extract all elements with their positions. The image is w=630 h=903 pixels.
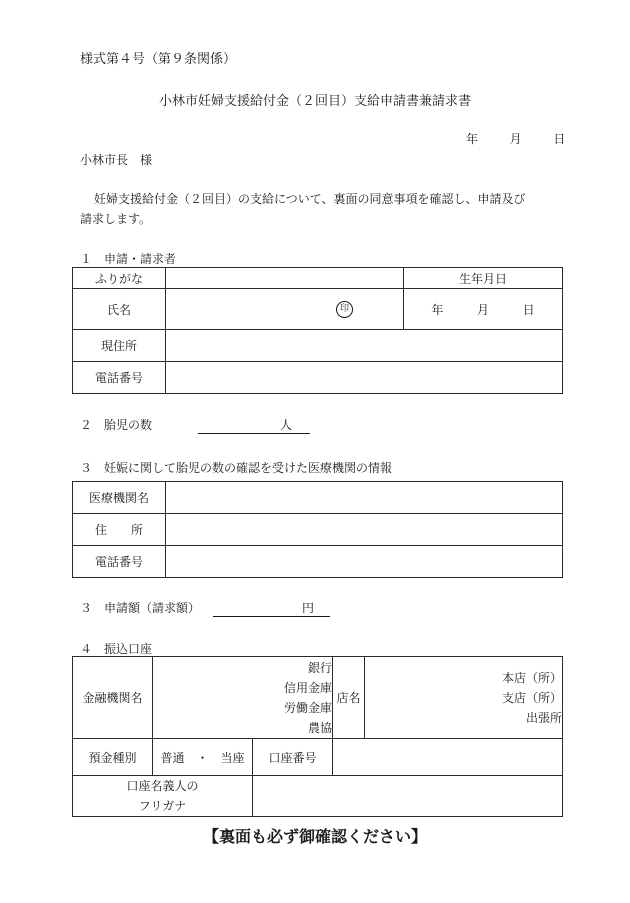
holder-kana-field[interactable] bbox=[253, 776, 563, 817]
holder-kana-label: 口座名義人の フリガナ bbox=[73, 776, 253, 817]
date-year: 年 bbox=[466, 132, 479, 146]
fetus-count-unit: 人 bbox=[279, 418, 292, 432]
branch-type-office: 出張所 bbox=[526, 710, 563, 725]
amount-unit: 円 bbox=[301, 601, 314, 615]
bank-type-shinkin: 信用金庫 bbox=[284, 680, 333, 695]
institution-phone-label: 電話番号 bbox=[73, 546, 166, 578]
bank-account-table bbox=[72, 656, 563, 817]
bank-type-nokyo: 農協 bbox=[308, 720, 333, 735]
intro-line-1: 妊婦支援給付金（２回目）の支給について、裏面の同意事項を確認し、申請及び bbox=[94, 192, 526, 206]
address-label: 現住所 bbox=[73, 330, 166, 362]
bank-type-rokin: 労働金庫 bbox=[284, 700, 333, 715]
document-title: 小林市妊婦支援給付金（２回目）支給申請書兼請求書 bbox=[158, 94, 471, 109]
intro-line-2: 請求します。 bbox=[80, 212, 152, 226]
furigana-field[interactable] bbox=[166, 268, 404, 289]
institution-name-field[interactable] bbox=[166, 482, 563, 514]
furigana-label: ふりがな bbox=[73, 268, 166, 289]
branch-field[interactable] bbox=[365, 657, 563, 739]
form-number: 様式第４号（第９条関係） bbox=[80, 52, 237, 67]
addressee: 小林市長 様 bbox=[80, 153, 153, 167]
account-number-field[interactable] bbox=[333, 739, 563, 776]
institution-name-label: 医療機関名 bbox=[73, 482, 166, 514]
financial-institution-field[interactable] bbox=[153, 657, 333, 739]
institution-address-label: 住 所 bbox=[73, 514, 166, 546]
address-field[interactable] bbox=[166, 330, 563, 362]
birthdate-label: 生年月日 bbox=[404, 268, 563, 289]
date-month: 月 bbox=[509, 132, 522, 146]
fetus-count-blank bbox=[198, 416, 310, 434]
phone-field[interactable] bbox=[166, 362, 563, 394]
bank-type-bank: 銀行 bbox=[308, 660, 333, 675]
date-day: 日 bbox=[553, 132, 566, 146]
institution-phone-field[interactable] bbox=[166, 546, 563, 578]
fetus-count-field[interactable] bbox=[198, 416, 310, 434]
branch-label: 店名 bbox=[333, 657, 365, 739]
financial-institution-label: 金融機関名 bbox=[73, 657, 153, 739]
amount-heading: ３ 申請額（請求額） bbox=[80, 601, 201, 615]
name-field[interactable] bbox=[166, 289, 404, 330]
section4-heading: ４ 振込口座 bbox=[80, 642, 153, 656]
amount-field[interactable] bbox=[213, 599, 330, 617]
medical-institution-table bbox=[72, 481, 563, 578]
seal-mark: 印 bbox=[336, 301, 353, 318]
birthdate-field[interactable] bbox=[404, 289, 563, 330]
section3-heading: ３ 妊娠に関して胎児の数の確認を受けた医療機関の情報 bbox=[80, 461, 393, 475]
birth-month: 月 bbox=[476, 302, 489, 317]
account-number-label: 口座番号 bbox=[253, 739, 333, 776]
branch-type-main: 本店（所） bbox=[502, 670, 563, 685]
institution-address-field[interactable] bbox=[166, 514, 563, 546]
footer-notice: 【裏面も必ず御確認ください】 bbox=[202, 827, 427, 846]
amount-blank bbox=[213, 599, 330, 617]
phone-label: 電話番号 bbox=[73, 362, 166, 394]
section1-heading: １ 申請・請求者 bbox=[80, 252, 177, 266]
birth-day: 日 bbox=[522, 302, 535, 317]
applicant-table bbox=[72, 267, 563, 394]
birth-year: 年 bbox=[431, 302, 444, 317]
deposit-type-options[interactable]: 普通 ・ 当座 bbox=[153, 739, 253, 776]
branch-type-branch: 支店（所） bbox=[502, 690, 563, 705]
name-label: 氏名 bbox=[73, 289, 166, 330]
deposit-type-label: 預金種別 bbox=[73, 739, 153, 776]
section2-heading: ２ 胎児の数 bbox=[80, 418, 153, 432]
date-line bbox=[466, 130, 565, 147]
